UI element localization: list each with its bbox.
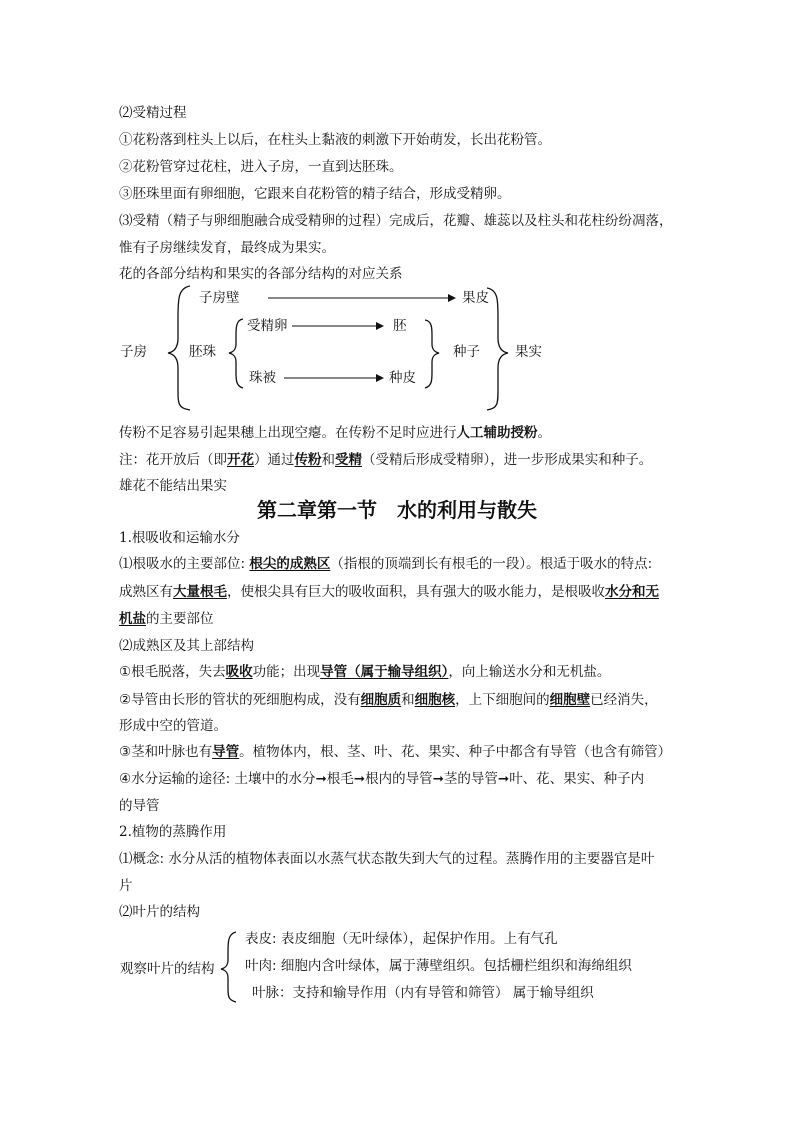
label-embryo: 胚 <box>393 318 407 334</box>
section-heading-transpiration: 2.植物的蒸腾作用 <box>119 824 227 840</box>
step-3: ③胚珠里面有卵细胞，它跟来自花粉管的精子结合，形成受精卵。 <box>119 186 511 202</box>
relation-title: 花的各部分结构和果实的各部分结构的对应关系 <box>119 266 403 282</box>
term-vessel: 导管（属于输导组织） <box>320 664 449 680</box>
subheading-fertilization: ⑵受精过程 <box>119 105 187 121</box>
step-2: ②花粉管穿过花柱，进入子房，一直到达胚珠。 <box>119 159 403 175</box>
roots-subheading-2: ⑵成熟区及其上部结构 <box>119 638 254 654</box>
brace-leaf <box>221 932 236 1002</box>
label-zygote: 受精卵 <box>247 318 288 334</box>
term-flowering: 开花 <box>227 452 254 468</box>
label-ovary-wall: 子房壁 <box>199 290 240 306</box>
leaf-mesophyll: 叶肉: 细胞内含叶绿体，属于薄壁组织。包括栅栏组织和海绵组织 <box>245 958 632 974</box>
term-absorption: 吸收 <box>225 664 253 680</box>
term-maturation-zone: 根尖的成熟区 <box>249 556 331 572</box>
label-ovary: 子房 <box>120 344 147 360</box>
transpiration-p1-line-1: ⑴概念: 水分从活的植物体表面以水蒸气状态散失到大气的过程。蒸腾作用的主要器官是叶 <box>119 851 655 867</box>
term-cell-wall: 细胞壁 <box>549 692 591 708</box>
term-cytoplasm: 细胞质 <box>360 692 402 708</box>
roots-p1-line-1: ⑴根吸水的主要部位: 根尖的成熟区（指根的顶端到长有根毛的一段）。根适于吸水的特点: <box>119 556 653 572</box>
term-root-hairs: 大量根毛 <box>173 584 227 600</box>
term-vessel-2: 导管 <box>212 744 240 760</box>
roots-p1-line-3: 机盐的主要部位 <box>119 611 214 627</box>
step-4-line-1: ⑶受精（精子与卵细胞融合成受精卵的过程）完成后，花瓣、雄蕊以及柱头和花柱纷纷凋落， <box>119 213 673 229</box>
term-pollination: 传粉 <box>294 452 322 468</box>
label-ovule: 胚珠 <box>189 344 216 360</box>
roots-s3: ③茎和叶脉也有导管。植物体内，根、茎、叶、花、果实、种子中都含有导管（也含有筛管） <box>119 744 672 760</box>
transpiration-subheading-2: ⑵叶片的结构 <box>119 904 200 920</box>
term-minerals: 机盐 <box>119 611 146 627</box>
label-seed: 种子 <box>453 344 480 360</box>
term-fertilization: 受精 <box>335 452 362 468</box>
note-flowering: 注：花开放后（即开花）通过传粉和受精（受精后形成受精卵），进一步形成果实和种子。 <box>119 452 653 468</box>
roots-p1-line-2: 成熟区有大量根毛，使根尖具有巨大的吸收面积，具有强大的吸水能力，是根吸收水分和无 <box>119 584 659 600</box>
emphasis-artificial-pollination: 人工辅助授粉 <box>456 425 538 441</box>
term-nucleus: 细胞核 <box>414 692 456 708</box>
label-observe-leaf: 观察叶片的结构 <box>120 961 215 977</box>
step-4-line-2: 惟有子房继续发育，最终成为果实。 <box>119 240 335 256</box>
term-water-minerals: 水分和无 <box>605 584 659 600</box>
label-integument: 珠被 <box>249 370 276 386</box>
section-heading-roots: 1.根吸收和运输水分 <box>119 530 240 546</box>
roots-s2-line-2: 形成中空的管道。 <box>119 718 227 734</box>
roots-s4-line-2: 的导管 <box>119 798 160 814</box>
leaf-epidermis: 表皮: 表皮细胞（无叶绿体），起保护作用。上有气孔 <box>245 931 558 947</box>
roots-s2-line-1: ②导管由长形的管状的死细胞构成，没有细胞质和细胞核，上下细胞间的细胞壁已经消失， <box>119 692 658 708</box>
roots-s4-line-1: ④水分运输的途径: 土壤中的水分➞根毛➞根内的导管➞茎的导管➞叶、花、果实、种子内 <box>119 771 645 787</box>
label-pericarp: 果皮 <box>462 290 489 306</box>
step-1: ①花粉落到柱头上以后，在柱头上黏液的刺激下开始萌发，长出花粉管。 <box>119 132 551 148</box>
transpiration-p1-line-2: 片 <box>119 878 133 894</box>
label-fruit: 果实 <box>515 344 542 360</box>
leaf-vein: 叶脉：支持和输导作用（内有导管和筛管） 属于输导组织 <box>252 985 594 1001</box>
note-pollination: 传粉不足容易引起果穗上出现空瘪。在传粉不足时应进行人工辅助授粉。 <box>119 425 551 441</box>
note-male-flower: 雄花不能结出果实 <box>119 478 227 494</box>
label-seed-coat: 种皮 <box>389 370 416 386</box>
chapter-title: 第二章第一节 水的利用与散失 <box>257 498 537 522</box>
roots-s1: ①根毛脱落，失去吸收功能；出现导管（属于输导组织），向上输送水分和无机盐。 <box>119 664 611 680</box>
